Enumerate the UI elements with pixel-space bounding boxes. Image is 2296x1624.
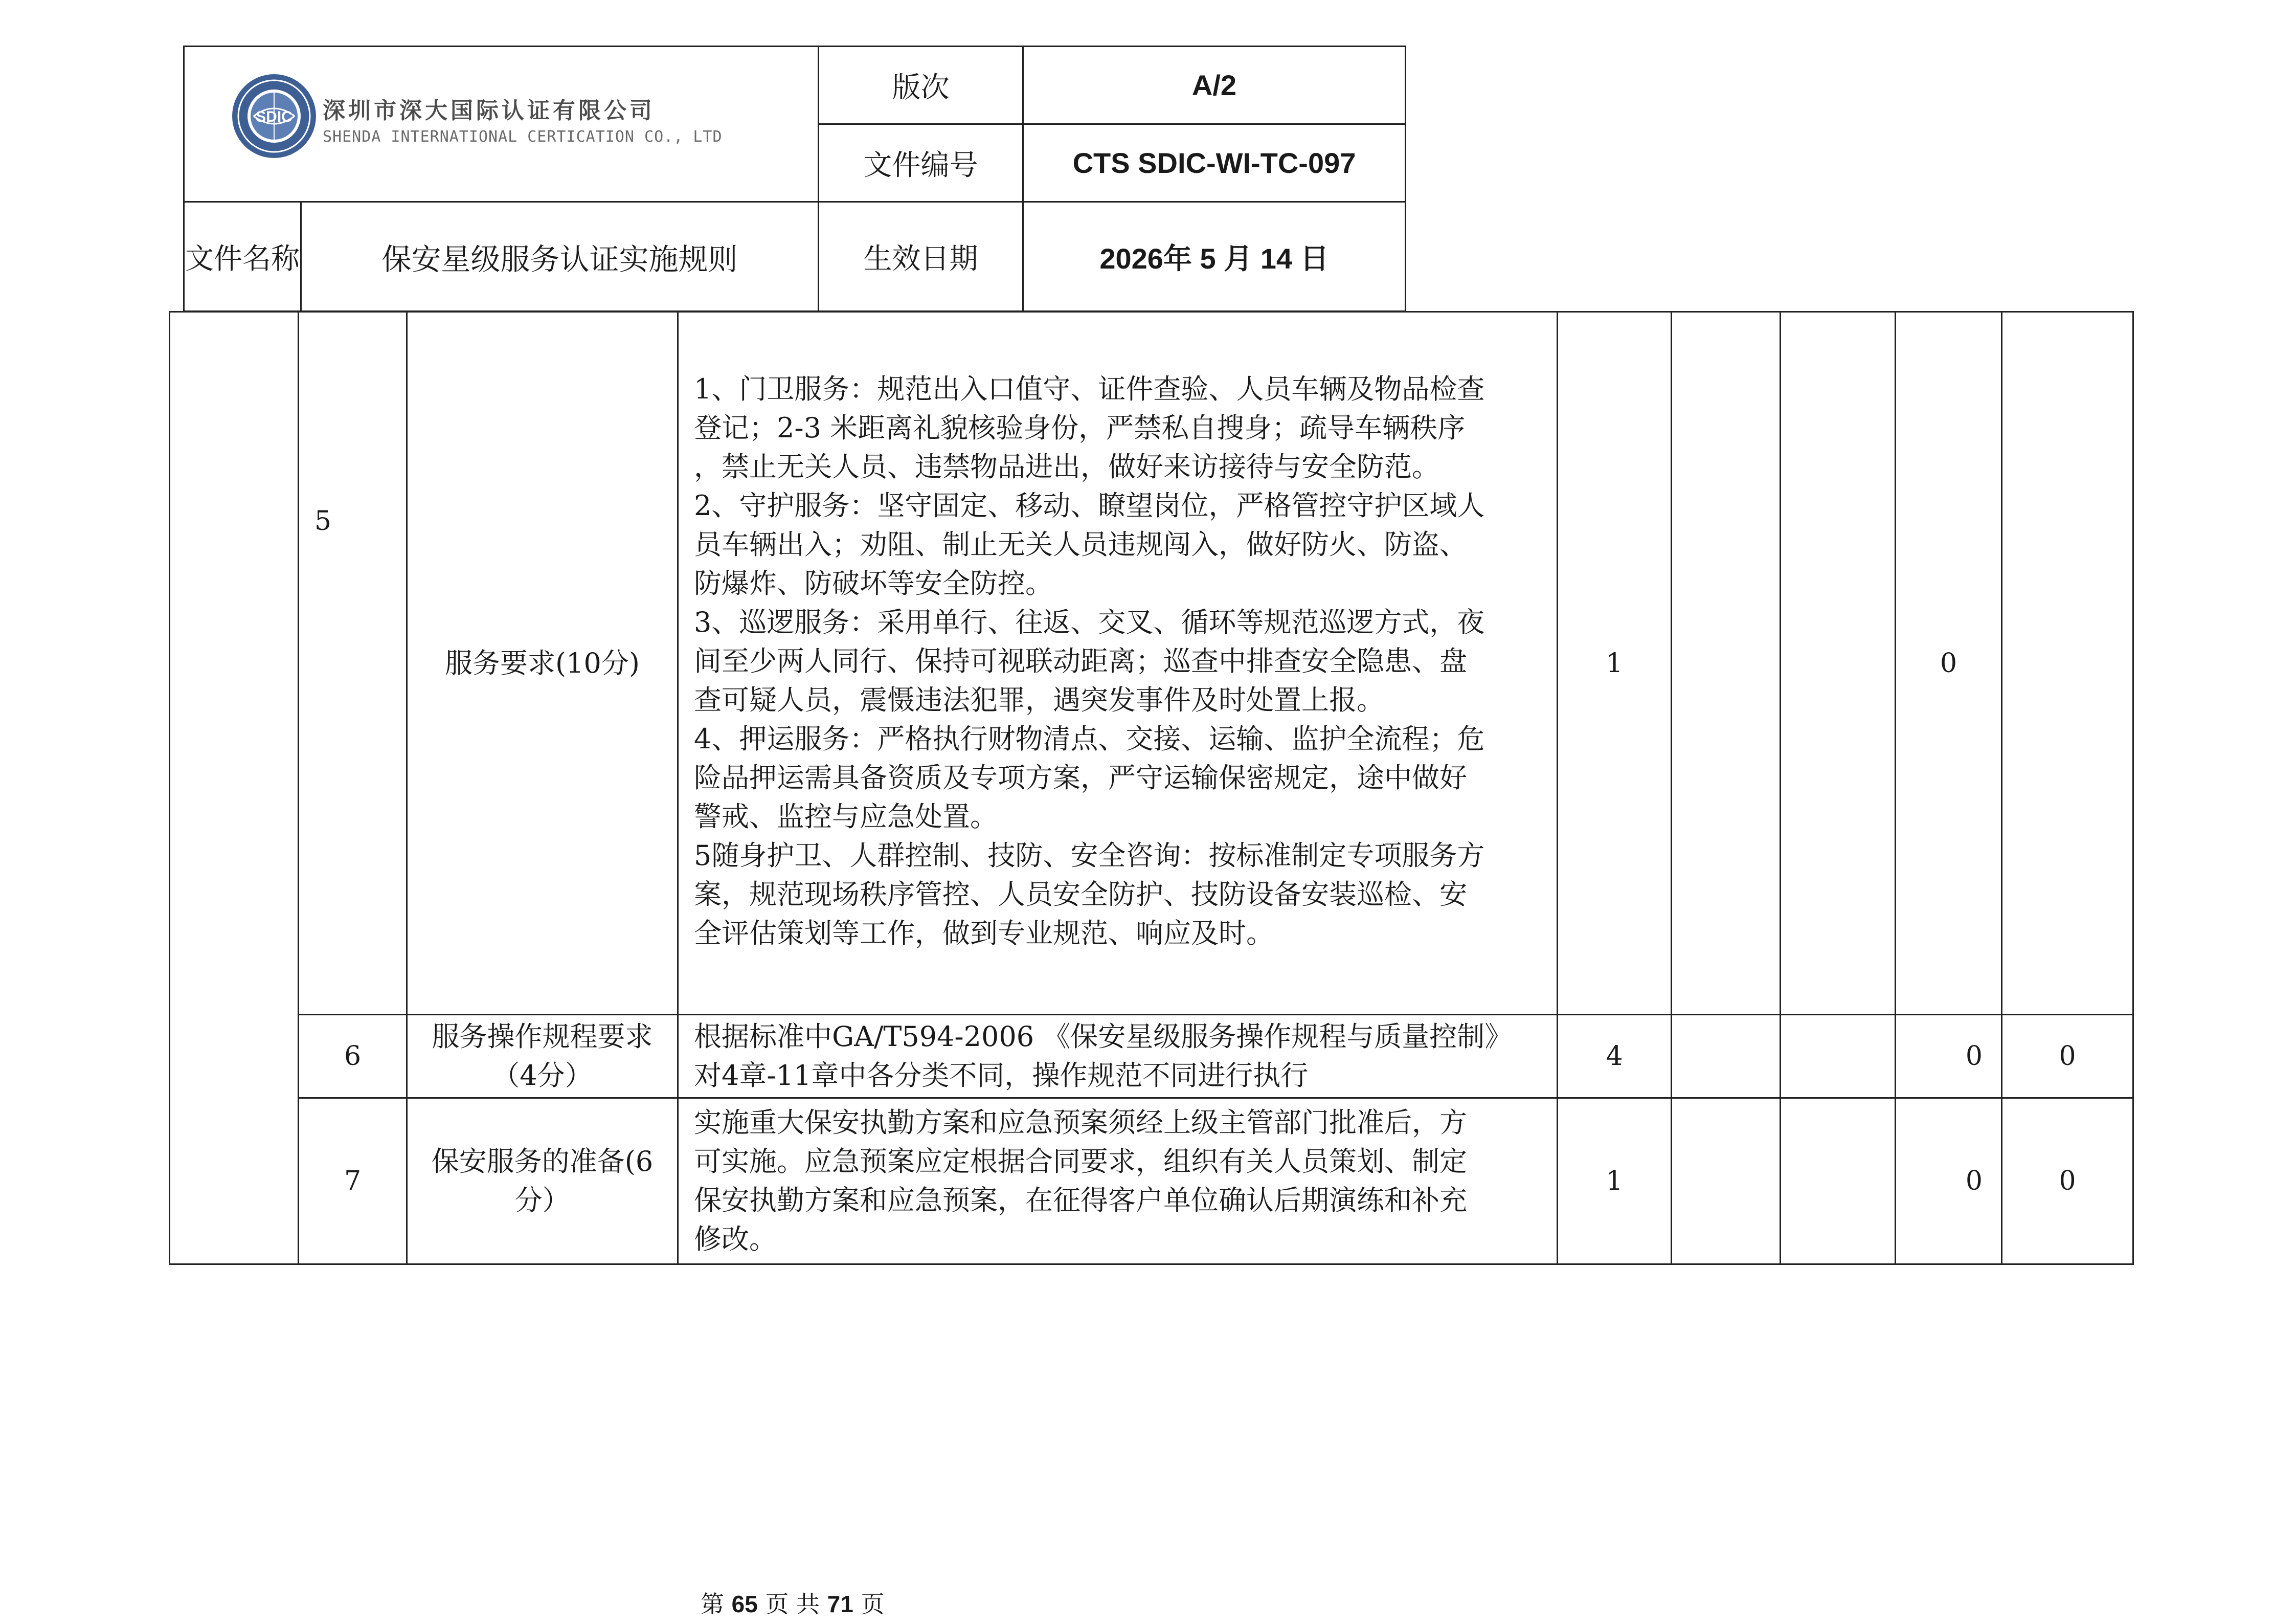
company-name-en: SHENDA INTERNATIONAL CERTICATION CO., LTD	[323, 128, 723, 146]
score-col8: 0	[1896, 1015, 2002, 1098]
footer-suffix: 页	[861, 1590, 885, 1618]
score-col9: 0	[2002, 1015, 2133, 1098]
content-line: 1、门卫服务：规范出入口值守、证件查验、人员车辆及物品检查	[694, 373, 1485, 405]
doc-name-label: 文件名称	[184, 202, 301, 312]
score-col5: 1	[1558, 312, 1672, 1015]
total-pages: 71	[827, 1591, 853, 1617]
document-header	[183, 46, 1406, 312]
content-line: 险品押运需具备资质及专项方案，严守运输保密规定，途中做好	[694, 762, 1467, 794]
content-line: 间至少两人同行、保持可视联动距离；巡查中排查安全隐患、盘	[694, 645, 1467, 677]
doc-no-value: CTS SDIC-WI-TC-097	[1023, 124, 1406, 202]
score-col6	[1672, 312, 1781, 1015]
table-row	[170, 312, 2133, 1015]
content-line: 查可疑人员，震慑违法犯罪，遇突发事件及时处置上报。	[694, 684, 1384, 716]
sdic-logo-icon	[231, 73, 318, 160]
content-line: 保安执勤方案和应急预案，在征得客户单位确认后期演练和补充	[694, 1184, 1467, 1216]
content-line: 案，规范现场秩序管控、人员安全防护、技防设备安装巡检、安	[694, 878, 1467, 910]
row-number: 6	[299, 1015, 407, 1098]
content-line: 对4章-11章中各分类不同，操作规范不同进行执行	[694, 1059, 1309, 1092]
score-col5: 1	[1558, 1098, 1672, 1264]
table-row	[170, 1015, 2133, 1098]
content-line: 根据标准中GA/T594-2006 《保安星级服务操作规程与质量控制》	[694, 1020, 1513, 1053]
score-col7	[1781, 1015, 1896, 1098]
content-line: 5随身护卫、人群控制、技防、安全咨询：按标准制定专项服务方	[694, 839, 1485, 872]
row-item: 服务操作规程要求（4分）	[407, 1015, 678, 1098]
category-cell	[170, 312, 299, 1264]
footer-prefix: 第	[701, 1590, 724, 1618]
content-line: 员车辆出入；劝阻、制止无关人员违规闯入，做好防火、防盗、	[694, 528, 1467, 561]
effective-date-label: 生效日期	[819, 202, 1023, 312]
version-value: A/2	[1023, 47, 1406, 124]
score-col7	[1781, 312, 1896, 1015]
row-item: 服务要求(10分)	[407, 312, 678, 1015]
company-name-cn: 深圳市深大国际认证有限公司	[323, 98, 655, 124]
logo-text: SDIC	[256, 108, 292, 125]
version-label: 版次	[819, 47, 1023, 124]
table-row	[170, 1098, 2133, 1264]
content-line: 登记；2-3 米距离礼貌核验身份，严禁私自搜身；疏导车辆秩序	[694, 412, 1466, 444]
page-number: 65	[731, 1591, 758, 1617]
score-col6	[1672, 1015, 1781, 1098]
score-col6	[1672, 1098, 1781, 1264]
row-item: 保安服务的准备(6分）	[407, 1098, 678, 1264]
row-content	[678, 1015, 1558, 1098]
company-logo-cell	[184, 47, 819, 202]
effective-date-value: 2026年 5 月 14 日	[1023, 202, 1406, 312]
company-logo	[231, 73, 793, 175]
footer-middle: 页 共	[765, 1590, 820, 1618]
page-footer	[701, 1586, 884, 1619]
content-line: 2、守护服务：坚守固定、移动、瞭望岗位，严格管控守护区域人	[694, 490, 1485, 522]
content-line: 实施重大保安执勤方案和应急预案须经上级主管部门批准后，方	[694, 1106, 1467, 1139]
row-content	[678, 1098, 1558, 1264]
doc-name-value: 保安星级服务认证实施规则	[301, 202, 819, 312]
score-col8: 0	[1896, 1098, 2002, 1264]
score-col9: 0	[2002, 1098, 2133, 1264]
content-line: 防爆炸、防破坏等安全防控。	[694, 567, 1053, 599]
criteria-table	[169, 311, 2134, 1265]
content-line: ，禁止无关人员、违禁物品进出，做好来访接待与安全防范。	[694, 451, 1439, 483]
row-number: 5	[299, 312, 407, 1015]
row-content	[678, 312, 1558, 1015]
score-col9	[2002, 312, 2133, 1015]
content-line: 修改。	[694, 1223, 777, 1255]
content-line: 全评估策划等工作，做到专业规范、响应及时。	[694, 917, 1274, 949]
content-line: 警戒、监控与应急处置。	[694, 800, 998, 833]
content-line: 可实施。应急预案应定根据合同要求，组织有关人员策划、制定	[694, 1145, 1467, 1177]
score-col7	[1781, 1098, 1896, 1264]
doc-no-label: 文件编号	[819, 124, 1023, 202]
row-number: 7	[299, 1098, 407, 1264]
content-line: 3、巡逻服务：采用单行、往返、交叉、循环等规范巡逻方式，夜	[694, 606, 1485, 638]
score-col8: 0	[1896, 312, 2002, 1015]
score-col5: 4	[1558, 1015, 1672, 1098]
content-line: 4、押运服务：严格执行财物清点、交接、运输、监护全流程；危	[694, 723, 1485, 755]
